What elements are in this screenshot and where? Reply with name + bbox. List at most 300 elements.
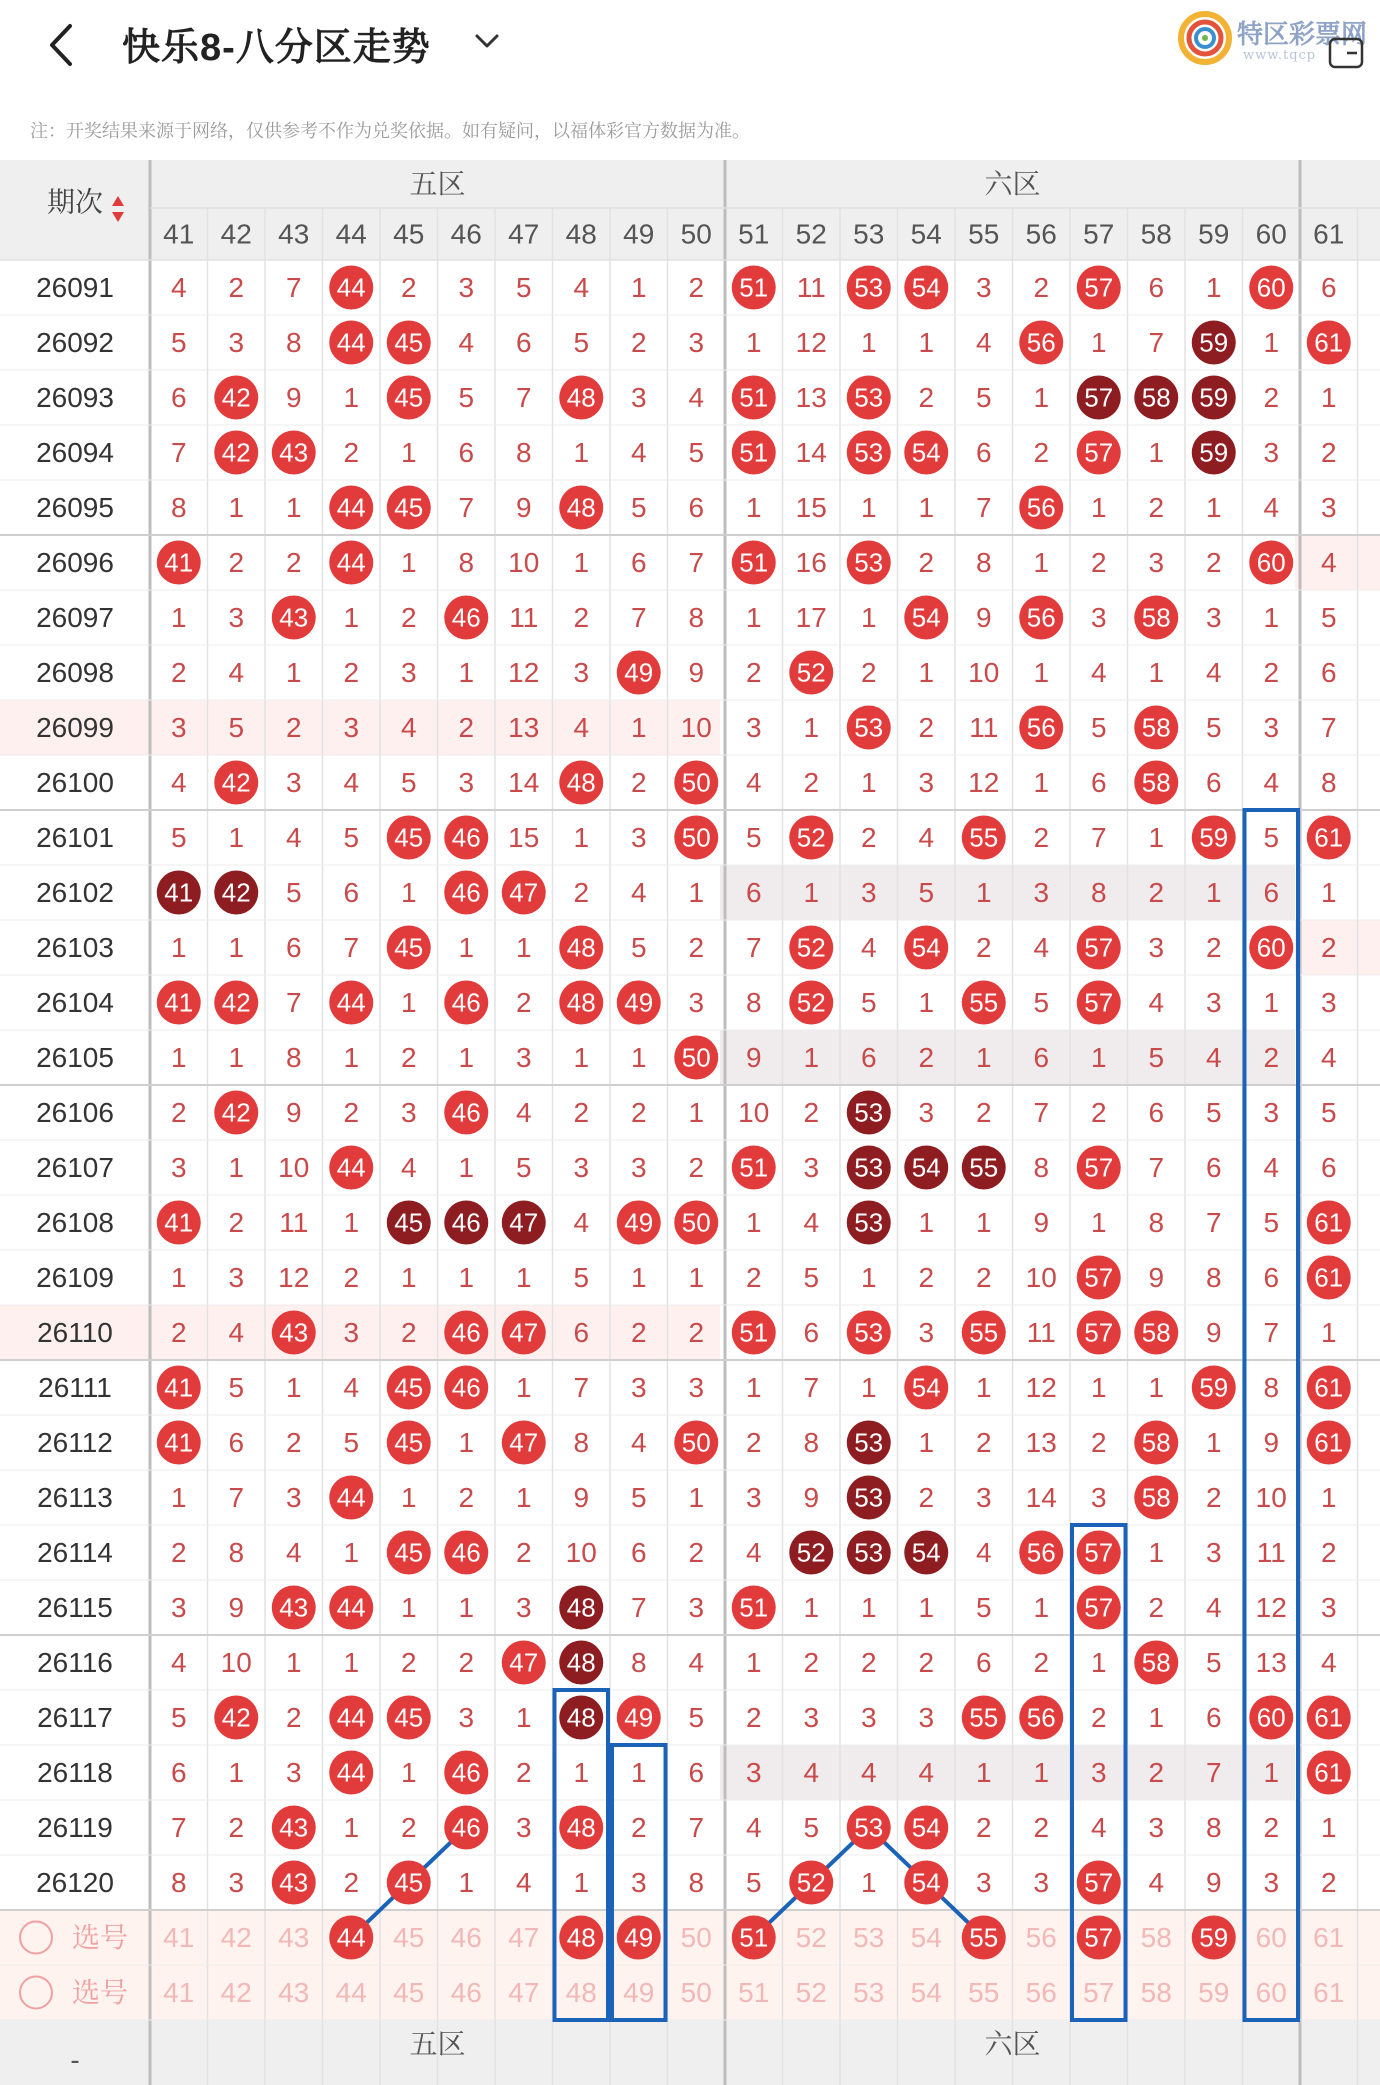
period-label[interactable]: 26093 xyxy=(36,382,114,413)
miss-count: 1 xyxy=(1263,327,1280,358)
chevron-down-icon[interactable] xyxy=(472,30,502,52)
miss-count: 1 xyxy=(400,1482,417,1513)
ball-number: 42 xyxy=(221,1702,251,1733)
period-label[interactable]: 26115 xyxy=(37,1592,113,1623)
miss-count: 1 xyxy=(343,1207,360,1238)
miss-count: 1 xyxy=(515,1262,532,1293)
select-number[interactable]: 45 xyxy=(393,1977,425,2008)
ball-number: 57 xyxy=(1084,1152,1114,1183)
column-header[interactable]: 48 xyxy=(565,218,597,250)
column-header[interactable]: 54 xyxy=(910,218,942,250)
ball-number: 49 xyxy=(624,657,654,688)
miss-count: 2 xyxy=(400,1812,417,1843)
ball-number: 44 xyxy=(336,1592,366,1623)
ball-number: 57 xyxy=(1084,1317,1114,1348)
miss-count: 1 xyxy=(918,1427,935,1458)
ball-number: 57 xyxy=(1084,1537,1114,1568)
ball-number: 53 xyxy=(854,1482,884,1513)
select-number[interactable]: 50 xyxy=(680,1977,712,2008)
ball-number: 45 xyxy=(394,492,424,523)
miss-count: 4 xyxy=(1033,932,1050,963)
miss-count: 2 xyxy=(170,1097,187,1128)
miss-count: 1 xyxy=(860,1262,877,1293)
miss-count: 1 xyxy=(458,1427,475,1458)
miss-count: 7 xyxy=(228,1482,245,1513)
ball-number[interactable]: 59 xyxy=(1199,1922,1229,1953)
miss-count: 1 xyxy=(745,327,762,358)
ball-number: 56 xyxy=(1026,712,1056,743)
miss-count: 1 xyxy=(1090,1647,1107,1678)
miss-count: 3 xyxy=(803,1702,820,1733)
miss-count: 2 xyxy=(400,602,417,633)
miss-count: 1 xyxy=(1090,1042,1107,1073)
miss-count: 2 xyxy=(343,437,360,468)
ball-number: 46 xyxy=(451,877,481,908)
miss-count: 1 xyxy=(630,1042,647,1073)
miss-count: 2 xyxy=(400,1042,417,1073)
period-label[interactable]: 26098 xyxy=(36,657,114,688)
zone-header-41: 五区 xyxy=(409,168,466,200)
miss-count: 3 xyxy=(918,1317,935,1348)
miss-count: 7 xyxy=(1320,712,1337,743)
ball-number: 41 xyxy=(164,987,194,1018)
select-number[interactable]: 52 xyxy=(795,1922,827,1953)
miss-count: 2 xyxy=(1033,1812,1050,1843)
period-label[interactable]: 26101 xyxy=(36,822,114,853)
miss-count: 6 xyxy=(745,877,762,908)
select-number[interactable]: 61 xyxy=(1313,1977,1345,2008)
miss-count: 7 xyxy=(803,1372,820,1403)
ball-number: 51 xyxy=(739,1152,769,1183)
ball-number: 58 xyxy=(1141,1647,1171,1678)
miss-count: 3 xyxy=(860,1702,877,1733)
menu-square-icon[interactable] xyxy=(1327,36,1367,70)
column-header[interactable]: 41 xyxy=(163,218,195,250)
miss-count: 2 xyxy=(745,657,762,688)
period-label[interactable]: 26095 xyxy=(36,492,114,523)
miss-count: 10 xyxy=(968,657,1000,688)
ball-number: 45 xyxy=(394,822,424,853)
miss-count: 2 xyxy=(918,1042,935,1073)
miss-count: 1 xyxy=(458,1042,475,1073)
miss-count: 5 xyxy=(228,712,245,743)
select-number[interactable]: 50 xyxy=(680,1922,712,1953)
ball-number: 45 xyxy=(394,382,424,413)
miss-count: 6 xyxy=(170,1757,187,1788)
ball-number: 41 xyxy=(164,1427,194,1458)
ball-number: 56 xyxy=(1026,327,1056,358)
period-label[interactable]: 26116 xyxy=(37,1647,113,1678)
miss-count: 2 xyxy=(1148,877,1165,908)
ball-number: 46 xyxy=(451,1317,481,1348)
column-header[interactable]: 51 xyxy=(738,218,770,250)
miss-count: 2 xyxy=(400,272,417,303)
ball-number: 53 xyxy=(854,382,884,413)
select-number[interactable]: 58 xyxy=(1140,1977,1172,2008)
miss-count: 4 xyxy=(918,1757,935,1788)
period-label[interactable]: 26120 xyxy=(36,1867,114,1898)
column-header[interactable]: 53 xyxy=(853,218,885,250)
ball-number: 42 xyxy=(221,382,251,413)
miss-count: 1 xyxy=(975,877,992,908)
period-label[interactable]: 26110 xyxy=(37,1317,113,1348)
miss-count: 1 xyxy=(745,1647,762,1678)
miss-count: 1 xyxy=(228,492,245,523)
miss-count: 2 xyxy=(688,932,705,963)
period-label[interactable]: 26107 xyxy=(36,1152,114,1183)
period-label[interactable]: 26113 xyxy=(37,1482,113,1513)
ball-number[interactable]: 48 xyxy=(566,1922,596,1953)
miss-count: 1 xyxy=(860,767,877,798)
miss-count: 2 xyxy=(1320,1537,1337,1568)
zone-header-51: 六区 xyxy=(984,168,1041,200)
period-label[interactable]: 26105 xyxy=(36,1042,114,1073)
miss-count: 2 xyxy=(918,712,935,743)
miss-count: 4 xyxy=(1320,547,1337,578)
select-number[interactable]: 44 xyxy=(335,1977,367,2008)
select-number[interactable]: 42 xyxy=(220,1922,252,1953)
period-label[interactable]: 26104 xyxy=(36,987,114,1018)
select-number[interactable]: 47 xyxy=(508,1977,540,2008)
period-label[interactable]: 26092 xyxy=(36,327,114,358)
miss-count: 1 xyxy=(458,657,475,688)
select-number[interactable]: 41 xyxy=(163,1977,195,2008)
miss-count: 5 xyxy=(918,877,935,908)
miss-count: 13 xyxy=(508,712,540,743)
period-label[interactable]: 26102 xyxy=(36,877,114,908)
ball-number: 60 xyxy=(1256,1702,1286,1733)
ball-number: 53 xyxy=(854,1097,884,1128)
miss-count: 9 xyxy=(1148,1262,1165,1293)
miss-count: 1 xyxy=(228,1757,245,1788)
miss-count: 1 xyxy=(630,1262,647,1293)
miss-count: 1 xyxy=(343,1812,360,1843)
ball-number: 50 xyxy=(681,1427,711,1458)
miss-count: 8 xyxy=(1320,767,1337,798)
logo-swirl-icon xyxy=(1177,10,1233,66)
miss-count: 1 xyxy=(918,492,935,523)
column-header[interactable]: 45 xyxy=(393,218,425,250)
miss-count: 8 xyxy=(1263,1372,1280,1403)
select-number[interactable]: 54 xyxy=(910,1977,942,2008)
miss-count: 2 xyxy=(1148,492,1165,523)
select-number[interactable]: 45 xyxy=(393,1922,425,1953)
select-number[interactable]: 42 xyxy=(220,1977,252,2008)
miss-count: 2 xyxy=(1033,822,1050,853)
miss-count: 9 xyxy=(1205,1317,1222,1348)
select-number[interactable]: 49 xyxy=(623,1977,655,2008)
select-number[interactable]: 43 xyxy=(278,1922,310,1953)
ball-number: 51 xyxy=(739,1317,769,1348)
select-number[interactable]: 52 xyxy=(795,1977,827,2008)
miss-count: 1 xyxy=(285,492,302,523)
select-number[interactable]: 46 xyxy=(450,1977,482,2008)
select-number[interactable]: 43 xyxy=(278,1977,310,2008)
column-header[interactable]: 61 xyxy=(1313,218,1345,250)
select-number[interactable]: 53 xyxy=(853,1977,885,2008)
miss-count: 8 xyxy=(1148,1207,1165,1238)
ball-number: 55 xyxy=(969,987,999,1018)
miss-count: 1 xyxy=(400,437,417,468)
period-label[interactable]: 26108 xyxy=(36,1207,114,1238)
ball-number: 48 xyxy=(566,1702,596,1733)
ball-number[interactable]: 51 xyxy=(739,1922,769,1953)
miss-count: 5 xyxy=(170,822,187,853)
miss-count: 12 xyxy=(278,1262,310,1293)
miss-count: 8 xyxy=(1033,1152,1050,1183)
period-label[interactable]: 26111 xyxy=(38,1372,112,1403)
miss-count: 3 xyxy=(573,1152,590,1183)
ball-number: 45 xyxy=(394,327,424,358)
miss-count: 2 xyxy=(1033,1647,1050,1678)
miss-count: 1 xyxy=(1148,1537,1165,1568)
miss-count: 3 xyxy=(228,602,245,633)
miss-count: 13 xyxy=(795,382,827,413)
select-number[interactable]: 56 xyxy=(1025,1977,1057,2008)
miss-count: 5 xyxy=(975,1592,992,1623)
miss-count: 7 xyxy=(1148,1152,1165,1183)
select-number[interactable]: 61 xyxy=(1313,1922,1345,1953)
ball-number: 58 xyxy=(1141,1482,1171,1513)
miss-count: 7 xyxy=(458,492,475,523)
row-highlight xyxy=(1295,920,1380,975)
miss-count: 7 xyxy=(285,987,302,1018)
miss-count: 6 xyxy=(228,1427,245,1458)
miss-count: 8 xyxy=(458,547,475,578)
miss-count: 3 xyxy=(1320,987,1337,1018)
ball-number: 61 xyxy=(1314,1757,1344,1788)
column-header[interactable]: 58 xyxy=(1140,218,1172,250)
miss-count: 1 xyxy=(573,1757,590,1788)
period-label[interactable]: 26106 xyxy=(36,1097,114,1128)
ball-number: 54 xyxy=(911,1867,941,1898)
trend-grid xyxy=(0,160,1380,2085)
column-header[interactable]: 47 xyxy=(508,218,540,250)
period-label[interactable]: 26114 xyxy=(37,1537,113,1568)
miss-count: 9 xyxy=(745,1042,762,1073)
period-label[interactable]: 26099 xyxy=(36,712,114,743)
miss-count: 4 xyxy=(515,1097,532,1128)
select-number[interactable]: 54 xyxy=(910,1922,942,1953)
ball-number: 61 xyxy=(1314,1207,1344,1238)
select-number[interactable]: 48 xyxy=(565,1977,597,2008)
miss-count: 3 xyxy=(1148,1812,1165,1843)
period-label[interactable]: 26096 xyxy=(36,547,114,578)
select-number[interactable]: 60 xyxy=(1255,1977,1287,2008)
ball-number[interactable]: 44 xyxy=(336,1922,366,1953)
miss-count: 9 xyxy=(285,382,302,413)
select-number[interactable]: 51 xyxy=(738,1977,770,2008)
miss-count: 5 xyxy=(400,767,417,798)
miss-count: 4 xyxy=(573,272,590,303)
miss-count: 6 xyxy=(688,1757,705,1788)
column-header[interactable]: 50 xyxy=(680,218,712,250)
period-label[interactable]: 26100 xyxy=(36,767,114,798)
miss-count: 4 xyxy=(573,1207,590,1238)
miss-count: 2 xyxy=(1263,382,1280,413)
period-header[interactable]: 期次 xyxy=(46,186,104,218)
ball-number: 53 xyxy=(854,547,884,578)
ball-number: 60 xyxy=(1256,272,1286,303)
ball-number: 51 xyxy=(739,1592,769,1623)
miss-count: 3 xyxy=(918,1097,935,1128)
back-arrow-icon[interactable] xyxy=(40,20,84,70)
select-number[interactable]: 57 xyxy=(1083,1977,1115,2008)
miss-count: 5 xyxy=(573,327,590,358)
ball-number: 41 xyxy=(164,1207,194,1238)
select-number[interactable]: 47 xyxy=(508,1922,540,1953)
column-header[interactable]: 57 xyxy=(1083,218,1115,250)
miss-count: 2 xyxy=(860,657,877,688)
ball-number: 45 xyxy=(394,932,424,963)
miss-count: 2 xyxy=(688,1317,705,1348)
miss-count: 1 xyxy=(515,932,532,963)
select-number[interactable]: 56 xyxy=(1025,1922,1057,1953)
period-label[interactable]: 26109 xyxy=(36,1262,114,1293)
period-label[interactable]: 26118 xyxy=(37,1757,113,1788)
select-number[interactable]: 41 xyxy=(163,1922,195,1953)
miss-count: 2 xyxy=(1148,1592,1165,1623)
miss-count: 15 xyxy=(508,822,540,853)
miss-count: 3 xyxy=(458,767,475,798)
miss-count: 1 xyxy=(975,1372,992,1403)
miss-count: 11 xyxy=(1026,1317,1056,1348)
column-header[interactable]: 59 xyxy=(1198,218,1230,250)
column-header[interactable]: 46 xyxy=(450,218,482,250)
miss-count: 2 xyxy=(918,1647,935,1678)
period-label[interactable]: 26119 xyxy=(37,1812,113,1843)
miss-count: 2 xyxy=(285,1702,302,1733)
select-number[interactable]: 53 xyxy=(853,1922,885,1953)
miss-count: 1 xyxy=(228,822,245,853)
miss-count: 3 xyxy=(630,822,647,853)
ball-number: 56 xyxy=(1026,492,1056,523)
miss-count: 5 xyxy=(1320,1097,1337,1128)
logo-url: www.tqcp xyxy=(1243,48,1317,63)
miss-count: 4 xyxy=(1320,1647,1337,1678)
column-header[interactable]: 60 xyxy=(1255,218,1287,250)
ball-number: 60 xyxy=(1256,547,1286,578)
miss-count: 5 xyxy=(745,1867,762,1898)
miss-count: 1 xyxy=(1263,602,1280,633)
miss-count: 1 xyxy=(573,1867,590,1898)
miss-count: 5 xyxy=(1205,712,1222,743)
ball-number: 46 xyxy=(451,1207,481,1238)
miss-count: 1 xyxy=(400,1262,417,1293)
period-label[interactable]: 26097 xyxy=(36,602,114,633)
ball-number: 52 xyxy=(796,657,826,688)
ball-number: 46 xyxy=(451,1537,481,1568)
ball-number: 47 xyxy=(509,1427,539,1458)
miss-count: 4 xyxy=(688,382,705,413)
miss-count: 8 xyxy=(285,1042,302,1073)
ball-number: 61 xyxy=(1314,1702,1344,1733)
ball-number: 61 xyxy=(1314,327,1344,358)
select-number[interactable]: 46 xyxy=(450,1922,482,1953)
ball-number: 53 xyxy=(854,1317,884,1348)
column-header[interactable]: 42 xyxy=(220,218,252,250)
period-label[interactable]: 26103 xyxy=(36,932,114,963)
column-header[interactable]: 55 xyxy=(968,218,1000,250)
ball-number: 58 xyxy=(1141,767,1171,798)
column-header[interactable]: 56 xyxy=(1025,218,1057,250)
ball-number: 48 xyxy=(566,492,596,523)
zone-footer-51: 六区 xyxy=(984,2028,1041,2060)
miss-count: 4 xyxy=(975,327,992,358)
miss-count: 7 xyxy=(630,1592,647,1623)
miss-count: 3 xyxy=(228,1262,245,1293)
ball-number: 53 xyxy=(854,712,884,743)
miss-count: 1 xyxy=(803,1042,820,1073)
miss-count: 3 xyxy=(1263,712,1280,743)
miss-count: 2 xyxy=(918,1482,935,1513)
miss-count: 9 xyxy=(1033,1207,1050,1238)
ball-number[interactable]: 49 xyxy=(624,1922,654,1953)
period-label[interactable]: 26112 xyxy=(37,1427,113,1458)
miss-count: 1 xyxy=(400,877,417,908)
miss-count: 8 xyxy=(1205,1262,1222,1293)
miss-count: 2 xyxy=(458,712,475,743)
miss-count: 2 xyxy=(285,712,302,743)
miss-count: 1 xyxy=(688,1262,705,1293)
miss-count: 1 xyxy=(1148,1702,1165,1733)
miss-count: 4 xyxy=(1320,1042,1337,1073)
select-label[interactable]: 选号 xyxy=(71,1977,129,2008)
column-header[interactable]: 43 xyxy=(278,218,310,250)
select-number[interactable]: 60 xyxy=(1255,1922,1287,1953)
miss-count: 1 xyxy=(515,1702,532,1733)
miss-count: 4 xyxy=(630,877,647,908)
miss-count: 4 xyxy=(400,712,417,743)
miss-count: 3 xyxy=(1205,1537,1222,1568)
miss-count: 1 xyxy=(1263,987,1280,1018)
column-header[interactable]: 52 xyxy=(795,218,827,250)
column-header[interactable]: 44 xyxy=(335,218,367,250)
miss-count: 3 xyxy=(688,327,705,358)
ball-number: 48 xyxy=(566,932,596,963)
period-label[interactable]: 26094 xyxy=(36,437,114,468)
miss-count: 6 xyxy=(975,437,992,468)
miss-count: 4 xyxy=(458,327,475,358)
miss-count: 4 xyxy=(745,1812,762,1843)
zone-footer-41: 五区 xyxy=(409,2028,466,2060)
ball-number: 59 xyxy=(1199,822,1229,853)
miss-count: 2 xyxy=(1148,1757,1165,1788)
period-label[interactable]: 26117 xyxy=(37,1702,113,1733)
ball-number[interactable]: 55 xyxy=(969,1922,999,1953)
select-label[interactable]: 选号 xyxy=(71,1922,129,1953)
period-label[interactable]: 26091 xyxy=(36,272,114,303)
miss-count: 2 xyxy=(630,1812,647,1843)
ball-number: 48 xyxy=(566,1812,596,1843)
miss-count: 11 xyxy=(279,1207,309,1238)
miss-count: 12 xyxy=(1255,1592,1287,1623)
miss-count: 13 xyxy=(1255,1647,1287,1678)
column-header[interactable]: 49 xyxy=(623,218,655,250)
miss-count: 6 xyxy=(688,492,705,523)
miss-count: 7 xyxy=(343,932,360,963)
ball-number[interactable]: 57 xyxy=(1084,1922,1114,1953)
miss-count: 1 xyxy=(515,1372,532,1403)
ball-number: 42 xyxy=(221,767,251,798)
miss-count: 1 xyxy=(918,1207,935,1238)
select-number[interactable]: 59 xyxy=(1198,1977,1230,2008)
miss-count: 5 xyxy=(975,382,992,413)
miss-count: 6 xyxy=(458,437,475,468)
select-number[interactable]: 58 xyxy=(1140,1922,1172,1953)
select-number[interactable]: 55 xyxy=(968,1977,1000,2008)
miss-count: 3 xyxy=(285,1482,302,1513)
